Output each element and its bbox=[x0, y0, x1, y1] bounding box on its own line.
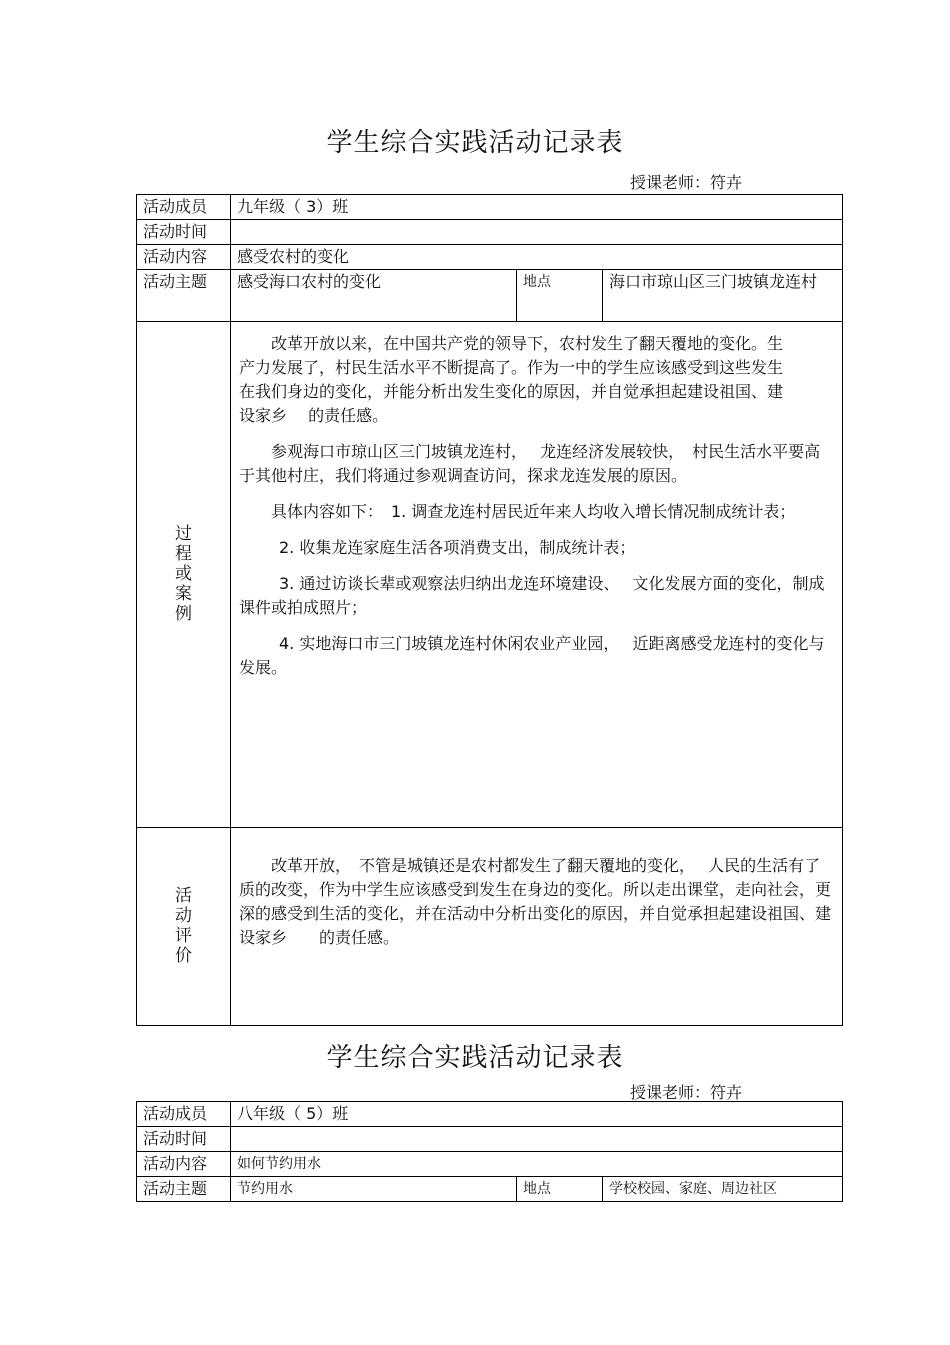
time-label: 活动时间 bbox=[137, 1127, 231, 1152]
process-paragraph: 改革开放以来，在中国共产党的领导下，农村发生了翻天覆地的变化。生产力发展了，村民生活水平不断提高了。作为一中的学生应该感受到这些发生在我们身边的变化，并能分析出发生变化的原因，并自觉承担起建设祖国、建设家乡 的责任感。 bbox=[239, 334, 784, 425]
theme-label: 活动主题 bbox=[137, 270, 231, 322]
process-paragraph: 3. 通过访谈长辈或观察法归纳出龙连环境建设、 文化发展方面的变化，制成 课件或拍成照片； bbox=[239, 574, 841, 617]
process-paragraph: 具体内容如下： 1. 调查龙连村居民近年来人均收入增长情况制成统计表； bbox=[271, 502, 796, 521]
process-label: 过程或案例 bbox=[137, 322, 231, 828]
process-paragraph: 2. 收集龙连家庭生活各项消费支出，制成统计表； bbox=[279, 538, 636, 557]
location-label: 地点 bbox=[517, 270, 603, 322]
time-label: 活动时间 bbox=[137, 220, 231, 245]
location-value: 学校校园、家庭、周边社区 bbox=[603, 1177, 843, 1202]
process-paragraph: 4. 实地海口市三门坡镇龙连村休闲农业产业园， 近距离感受龙连村的变化与发展。 bbox=[239, 634, 825, 677]
members-label: 活动成员 bbox=[137, 1102, 231, 1127]
content-value: 如何节约用水 bbox=[231, 1152, 843, 1177]
process-paragraph: 参观海口市琼山区三门坡镇龙连村， 龙连经济发展较快， 村民生活水平要高于其他村庄，我们将通过参观调查访问，探求龙连发展的原因。 bbox=[239, 442, 821, 485]
theme-row bbox=[137, 270, 843, 322]
teacher-name: 授课老师：符卉 bbox=[630, 173, 743, 192]
time-row bbox=[137, 220, 843, 245]
theme-row bbox=[137, 1177, 843, 1202]
members-row bbox=[137, 1102, 843, 1127]
members-value: 八年级（ 5）班 bbox=[231, 1102, 843, 1127]
evaluation-label: 活动评价 bbox=[137, 828, 231, 1026]
evaluation-paragraph: 改革开放， 不管是城镇还是农村都发生了翻天覆地的变化， 人民的生活有了质的改变，作为中学生应该感受到发生在身边的变化。所以走出课堂，走向社会，更深的感受到生活的变化，并在活动中分析出变化的原因，并自觉承担起建设祖国、建设家乡 的责任感。 bbox=[239, 856, 832, 947]
content-value: 感受农村的变化 bbox=[231, 245, 843, 270]
activity-record-table-2 bbox=[136, 1101, 843, 1202]
content-label: 活动内容 bbox=[137, 245, 231, 270]
process-content bbox=[231, 322, 843, 828]
time-row bbox=[137, 1127, 843, 1152]
content-label: 活动内容 bbox=[137, 1152, 231, 1177]
page-title: 学生综合实践活动记录表 bbox=[326, 128, 624, 158]
members-label: 活动成员 bbox=[137, 195, 231, 220]
content-row bbox=[137, 1152, 843, 1177]
process-row bbox=[137, 322, 843, 828]
teacher-name-2: 授课老师：符卉 bbox=[630, 1083, 743, 1102]
members-row bbox=[137, 195, 843, 220]
time-value bbox=[231, 1127, 843, 1152]
activity-record-table bbox=[136, 194, 843, 1026]
location-label: 地点 bbox=[517, 1177, 603, 1202]
time-value bbox=[231, 220, 843, 245]
location-value: 海口市琼山区三门坡镇龙连村 bbox=[603, 270, 843, 322]
page-title-2: 学生综合实践活动记录表 bbox=[326, 1043, 624, 1073]
theme-value: 节约用水 bbox=[231, 1177, 517, 1202]
theme-label: 活动主题 bbox=[137, 1177, 231, 1202]
theme-value: 感受海口农村的变化 bbox=[231, 270, 517, 322]
evaluation-row bbox=[137, 828, 843, 1026]
members-value: 九年级（ 3）班 bbox=[231, 195, 843, 220]
content-row bbox=[137, 245, 843, 270]
evaluation-content bbox=[231, 828, 843, 1026]
